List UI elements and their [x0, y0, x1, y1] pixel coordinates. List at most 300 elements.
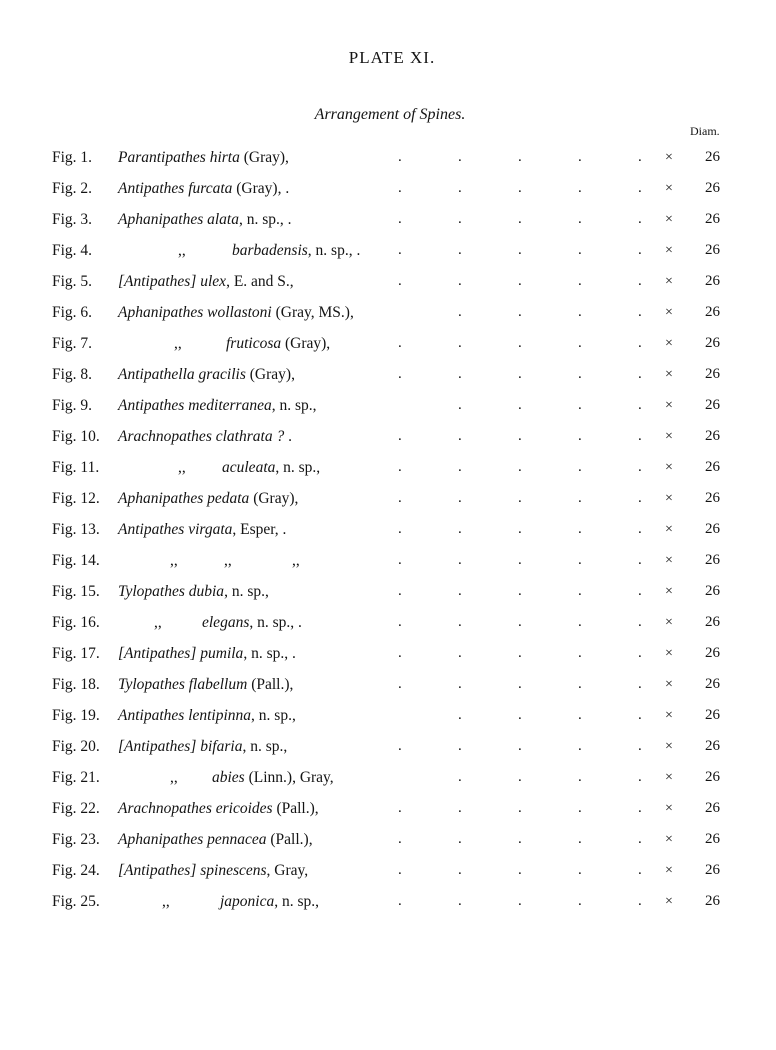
magnification-value: 26 [705, 211, 720, 227]
leader-dot: . [638, 521, 642, 537]
leader-dot: . [398, 893, 402, 909]
leader-dot: . [518, 304, 522, 320]
genus-name: Antipathes [118, 180, 185, 197]
figure-number: Fig. 17. [52, 645, 100, 662]
figure-number: Fig. 19. [52, 707, 100, 724]
magnification-value: 26 [705, 645, 720, 661]
genus-name: Antipathes [118, 521, 185, 538]
authority: , n. sp., [242, 738, 288, 755]
leader-dot: . [458, 769, 462, 785]
figure-row [0, 793, 776, 824]
leader-dot: . [578, 521, 582, 537]
leader-dot: . [458, 459, 462, 475]
ditto-mark: ,, [162, 893, 170, 910]
times-symbol: × [665, 584, 673, 599]
species-epithet: clathrata ? [215, 428, 285, 445]
leader-dot: . [398, 335, 402, 351]
diam-header: Diam. [690, 124, 720, 138]
species-epithet: pedata [207, 490, 250, 507]
species-epithet: virgata [188, 521, 233, 538]
times-symbol: × [665, 150, 673, 165]
species-epithet: spinescens [200, 862, 267, 879]
leader-dot: . [398, 583, 402, 599]
leader-dot: . [518, 180, 522, 196]
species-name [118, 142, 289, 173]
leader-dot: . [638, 769, 642, 785]
leader-dot: . [578, 583, 582, 599]
genus-name: [Antipathes] [118, 862, 197, 879]
times-symbol: × [665, 894, 673, 909]
leader-dot: . [398, 149, 402, 165]
species-epithet: lentipinna [188, 707, 252, 724]
times-symbol: × [665, 398, 673, 413]
ditto-mark: ,, [178, 459, 186, 476]
leader-dot: . [638, 211, 642, 227]
ditto-mark: ,, [292, 552, 300, 569]
figure-number: Fig. 16. [52, 614, 100, 631]
genus-name: Antipathes [118, 707, 185, 724]
figure-row [0, 359, 776, 390]
leader-dot: . [578, 707, 582, 723]
genus-name: Parantipathes [118, 149, 206, 166]
genus-name: Antipathella [118, 366, 195, 383]
ditto-mark: ,, [174, 335, 182, 352]
magnification-value: 26 [705, 428, 720, 444]
leader-dot: . [638, 583, 642, 599]
times-symbol: × [665, 708, 673, 723]
leader-dot: . [638, 149, 642, 165]
leader-dot: . [458, 893, 462, 909]
leader-dot: . [518, 738, 522, 754]
magnification-value: 26 [705, 893, 720, 909]
species-epithet: elegans [202, 614, 250, 631]
leader-dot: . [578, 335, 582, 351]
leader-dot: . [398, 645, 402, 661]
authority: , n. sp., . [239, 211, 292, 228]
genus-name: [Antipathes] [118, 738, 197, 755]
figure-row [0, 855, 776, 886]
species-name [118, 638, 296, 669]
magnification-value: 26 [705, 862, 720, 878]
leader-dot: . [518, 552, 522, 568]
leader-dot: . [578, 800, 582, 816]
leader-dot: . [458, 180, 462, 196]
authority: , Gray, [266, 862, 309, 879]
leader-dot: . [518, 583, 522, 599]
leader-dot: . [578, 242, 582, 258]
figure-list [0, 142, 776, 917]
leader-dot: . [638, 180, 642, 196]
leader-dot: . [578, 149, 582, 165]
species-name [232, 235, 360, 266]
leader-dot: . [638, 552, 642, 568]
times-symbol: × [665, 770, 673, 785]
ditto-mark: ,, [170, 769, 178, 786]
leader-dot: . [458, 242, 462, 258]
leader-dot: . [458, 366, 462, 382]
species-name [222, 452, 320, 483]
figure-row [0, 576, 776, 607]
authority: , E. and S., [226, 273, 294, 290]
magnification-value: 26 [705, 583, 720, 599]
authority: (Gray), [249, 490, 299, 507]
leader-dot: . [578, 676, 582, 692]
species-name [118, 731, 287, 762]
figure-number: Fig. 24. [52, 862, 100, 879]
magnification-value: 26 [705, 800, 720, 816]
species-name [118, 266, 294, 297]
figure-number: Fig. 3. [52, 211, 93, 228]
species-epithet: pennacea [207, 831, 267, 848]
magnification-value: 26 [705, 180, 720, 196]
leader-dot: . [518, 428, 522, 444]
leader-dot: . [578, 428, 582, 444]
figure-row [0, 762, 776, 793]
leader-dot: . [638, 862, 642, 878]
authority: , n. sp., [251, 707, 296, 724]
species-epithet: abies [212, 769, 245, 786]
species-epithet: furcata [188, 180, 233, 197]
leader-dot: . [578, 273, 582, 289]
authority: , n. sp., [224, 583, 269, 600]
figure-number: Fig. 22. [52, 800, 100, 817]
leader-dot: . [398, 862, 402, 878]
authority: (Gray), [245, 366, 295, 383]
species-name [118, 421, 292, 452]
species-epithet: alata [207, 211, 239, 228]
magnification-value: 26 [705, 490, 720, 506]
authority: , n. sp., [271, 397, 317, 414]
leader-dot: . [398, 614, 402, 630]
figure-number: Fig. 9. [52, 397, 93, 414]
species-name [118, 390, 317, 421]
times-symbol: × [665, 305, 673, 320]
genus-name: [Antipathes] [118, 273, 197, 290]
leader-dot: . [458, 645, 462, 661]
figure-number: Fig. 25. [52, 893, 100, 910]
leader-dot: . [458, 397, 462, 413]
species-epithet: mediterranea [188, 397, 272, 414]
leader-dot: . [398, 738, 402, 754]
figure-row [0, 607, 776, 638]
species-name [118, 173, 289, 204]
authority: , n. sp., . [243, 645, 296, 662]
genus-name: Aphanipathes [118, 831, 204, 848]
figure-row [0, 824, 776, 855]
leader-dot: . [518, 149, 522, 165]
leader-dot: . [518, 397, 522, 413]
leader-dot: . [458, 521, 462, 537]
leader-dot: . [638, 676, 642, 692]
species-name [118, 514, 286, 545]
leader-dot: . [398, 459, 402, 475]
magnification-value: 26 [705, 831, 720, 847]
figure-row [0, 297, 776, 328]
leader-dot: . [458, 583, 462, 599]
figure-row [0, 886, 776, 917]
leader-dot: . [578, 397, 582, 413]
times-symbol: × [665, 832, 673, 847]
leader-dot: . [638, 614, 642, 630]
leader-dot: . [398, 831, 402, 847]
species-epithet: flabellum [188, 676, 248, 693]
figure-number: Fig. 15. [52, 583, 100, 600]
figure-number: Fig. 23. [52, 831, 100, 848]
leader-dot: . [518, 459, 522, 475]
leader-dot: . [518, 242, 522, 258]
magnification-value: 26 [705, 273, 720, 289]
species-epithet: dubia [188, 583, 225, 600]
species-name [202, 607, 302, 638]
leader-dot: . [578, 366, 582, 382]
leader-dot: . [638, 893, 642, 909]
times-symbol: × [665, 615, 673, 630]
figure-number: Fig. 10. [52, 428, 100, 445]
figure-number: Fig. 1. [52, 149, 93, 166]
leader-dot: . [398, 242, 402, 258]
authority: , n. sp., [274, 893, 320, 910]
species-name [118, 483, 298, 514]
leader-dot: . [638, 273, 642, 289]
leader-dot: . [578, 862, 582, 878]
genus-name: Tylopathes [118, 676, 185, 693]
genus-name: Aphanipathes [118, 304, 204, 321]
leader-dot: . [398, 676, 402, 692]
species-name [118, 297, 354, 328]
leader-dot: . [578, 490, 582, 506]
leader-dot: . [398, 521, 402, 537]
leader-dot: . [578, 552, 582, 568]
magnification-value: 26 [705, 707, 720, 723]
leader-dot: . [638, 428, 642, 444]
genus-name: [Antipathes] [118, 645, 197, 662]
times-symbol: × [665, 801, 673, 816]
leader-dot: . [578, 180, 582, 196]
species-name [118, 855, 308, 886]
times-symbol: × [665, 460, 673, 475]
figure-number: Fig. 5. [52, 273, 93, 290]
leader-dot: . [518, 800, 522, 816]
leader-dot: . [518, 831, 522, 847]
figure-number: Fig. 13. [52, 521, 100, 538]
leader-dot: . [458, 800, 462, 816]
times-symbol: × [665, 553, 673, 568]
times-symbol: × [665, 429, 673, 444]
leader-dot: . [398, 366, 402, 382]
species-epithet: ericoides [215, 800, 273, 817]
leader-dot: . [638, 800, 642, 816]
leader-dot: . [518, 707, 522, 723]
times-symbol: × [665, 274, 673, 289]
leader-dot: . [638, 304, 642, 320]
genus-name: Arachnopathes [118, 428, 212, 445]
leader-dot: . [518, 614, 522, 630]
leader-dot: . [398, 800, 402, 816]
species-epithet: wollastoni [207, 304, 272, 321]
figure-row [0, 421, 776, 452]
authority: , n. sp., [275, 459, 321, 476]
figure-row [0, 266, 776, 297]
leader-dot: . [638, 366, 642, 382]
leader-dot: . [518, 490, 522, 506]
leader-dot: . [518, 645, 522, 661]
leader-dot: . [638, 335, 642, 351]
figure-row [0, 142, 776, 173]
subtitle: Arrangement of Spines. [314, 106, 466, 123]
leader-dot: . [638, 459, 642, 475]
genus-name: Arachnopathes [118, 800, 212, 817]
magnification-value: 26 [705, 149, 720, 165]
authority: (Gray), [281, 335, 331, 352]
figure-number: Fig. 7. [52, 335, 93, 352]
leader-dot: . [398, 180, 402, 196]
figure-row [0, 483, 776, 514]
leader-dot: . [638, 397, 642, 413]
leader-dot: . [578, 304, 582, 320]
species-epithet: pumila [200, 645, 244, 662]
leader-dot: . [518, 893, 522, 909]
species-epithet: ulex [200, 273, 227, 290]
figure-number: Fig. 14. [52, 552, 100, 569]
leader-dot: . [578, 738, 582, 754]
leader-dot: . [578, 645, 582, 661]
leader-dot: . [458, 335, 462, 351]
leader-dot: . [518, 211, 522, 227]
figure-row [0, 328, 776, 359]
magnification-value: 26 [705, 676, 720, 692]
authority: (Gray), [239, 149, 289, 166]
figure-number: Fig. 21. [52, 769, 100, 786]
species-epithet: bifaria [200, 738, 243, 755]
species-name [118, 700, 296, 731]
magnification-value: 26 [705, 521, 720, 537]
times-symbol: × [665, 181, 673, 196]
times-symbol: × [665, 677, 673, 692]
species-epithet: fruticosa [226, 335, 282, 352]
figure-number: Fig. 8. [52, 366, 93, 383]
leader-dot: . [458, 862, 462, 878]
figure-number: Fig. 6. [52, 304, 93, 321]
species-name [118, 793, 319, 824]
species-epithet: japonica [220, 893, 275, 910]
leader-dot: . [398, 552, 402, 568]
leader-dot: . [578, 459, 582, 475]
figure-row [0, 514, 776, 545]
magnification-value: 26 [705, 614, 720, 630]
times-symbol: × [665, 367, 673, 382]
figure-row [0, 452, 776, 483]
species-name [118, 669, 293, 700]
authority: , n. sp., . [249, 614, 302, 631]
species-name [212, 762, 334, 793]
leader-dot: . [398, 273, 402, 289]
leader-dot: . [458, 490, 462, 506]
leader-dot: . [398, 211, 402, 227]
genus-name: Tylopathes [118, 583, 185, 600]
leader-dot: . [518, 521, 522, 537]
leader-dot: . [518, 366, 522, 382]
magnification-value: 26 [705, 242, 720, 258]
ditto-mark: ,, [170, 552, 178, 569]
figure-number: Fig. 2. [52, 180, 93, 197]
leader-dot: . [458, 738, 462, 754]
figure-number: Fig. 4. [52, 242, 93, 259]
species-epithet: barbadensis [232, 242, 308, 259]
times-symbol: × [665, 522, 673, 537]
authority: (Gray), . [232, 180, 290, 197]
magnification-value: 26 [705, 459, 720, 475]
leader-dot: . [638, 645, 642, 661]
magnification-value: 26 [705, 335, 720, 351]
authority: . [284, 428, 292, 445]
species-name [226, 328, 330, 359]
species-name [118, 824, 313, 855]
authority: , Esper, . [232, 521, 287, 538]
leader-dot: . [578, 831, 582, 847]
leader-dot: . [578, 769, 582, 785]
species-name [118, 204, 292, 235]
authority: (Pall.), [272, 800, 319, 817]
authority: (Gray, MS.), [271, 304, 354, 321]
leader-dot: . [638, 242, 642, 258]
species-name [118, 359, 295, 390]
species-epithet: aculeata [222, 459, 276, 476]
times-symbol: × [665, 491, 673, 506]
figure-row [0, 731, 776, 762]
genus-name: Aphanipathes [118, 211, 204, 228]
authority: (Pall.), [266, 831, 313, 848]
figure-row [0, 545, 776, 576]
leader-dot: . [578, 211, 582, 227]
genus-name: Aphanipathes [118, 490, 204, 507]
authority: , n. sp., . [307, 242, 361, 259]
authority: (Linn.), Gray, [244, 769, 334, 786]
figure-row [0, 700, 776, 731]
leader-dot: . [638, 707, 642, 723]
leader-dot: . [638, 831, 642, 847]
figure-row [0, 173, 776, 204]
ditto-mark: ,, [224, 552, 232, 569]
leader-dot: . [398, 490, 402, 506]
figure-row [0, 204, 776, 235]
figure-row [0, 669, 776, 700]
magnification-value: 26 [705, 304, 720, 320]
times-symbol: × [665, 336, 673, 351]
leader-dot: . [458, 211, 462, 227]
species-epithet: gracilis [198, 366, 246, 383]
times-symbol: × [665, 739, 673, 754]
leader-dot: . [458, 831, 462, 847]
leader-dot: . [458, 273, 462, 289]
leader-dot: . [458, 428, 462, 444]
ditto-mark: ,, [178, 242, 186, 259]
figure-row [0, 638, 776, 669]
leader-dot: . [578, 614, 582, 630]
species-name [118, 576, 269, 607]
times-symbol: × [665, 863, 673, 878]
leader-dot: . [638, 490, 642, 506]
magnification-value: 26 [705, 769, 720, 785]
leader-dot: . [518, 862, 522, 878]
figure-number: Fig. 20. [52, 738, 100, 755]
leader-dot: . [458, 149, 462, 165]
species-epithet: hirta [209, 149, 240, 166]
ditto-mark: ,, [154, 614, 162, 631]
times-symbol: × [665, 646, 673, 661]
magnification-value: 26 [705, 366, 720, 382]
leader-dot: . [458, 552, 462, 568]
leader-dot: . [638, 738, 642, 754]
